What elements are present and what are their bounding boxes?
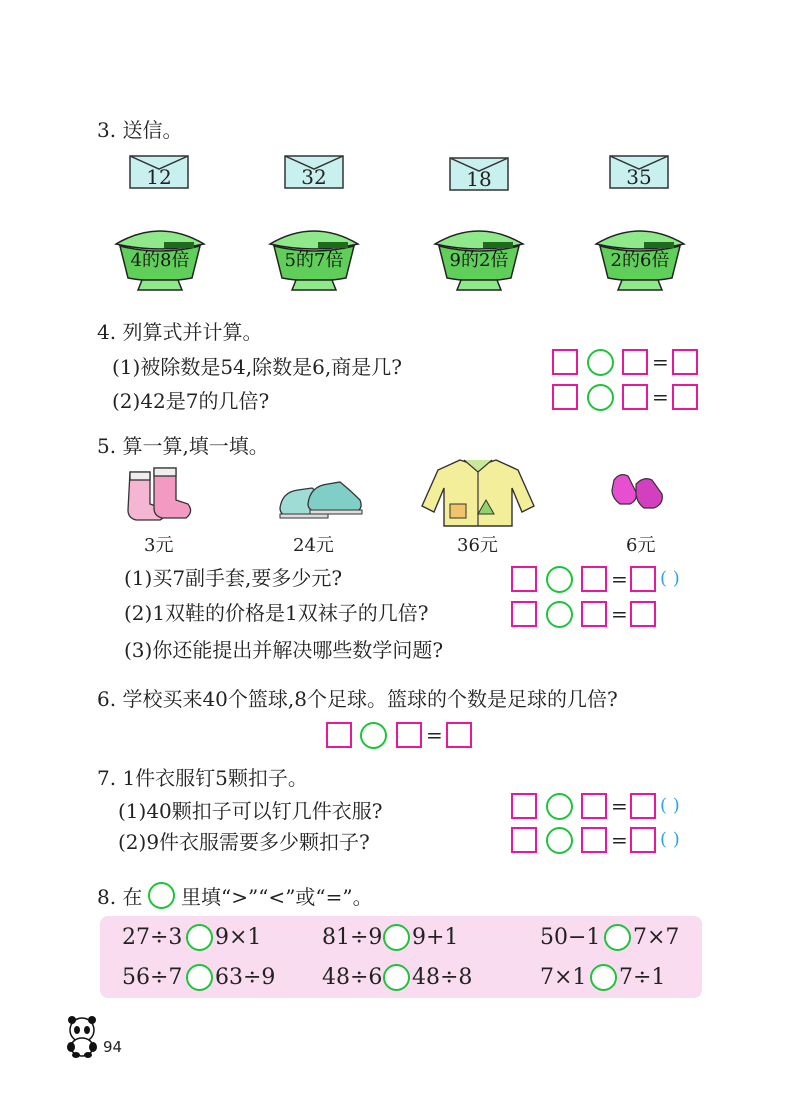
unit-parentheses[interactable]: ( ) bbox=[660, 568, 680, 589]
sample-circle bbox=[148, 882, 175, 909]
answer-box[interactable] bbox=[622, 349, 648, 375]
compare-circle[interactable] bbox=[186, 964, 213, 991]
mailbox-1 bbox=[112, 224, 208, 294]
q8-title-prefix: 8. 在 bbox=[97, 885, 143, 909]
answer-box[interactable] bbox=[552, 384, 578, 410]
operator-circle[interactable] bbox=[587, 384, 614, 411]
compare-circle[interactable] bbox=[590, 964, 617, 991]
jacket-icon bbox=[418, 456, 538, 528]
panda-icon bbox=[62, 1014, 102, 1058]
compare-circle[interactable] bbox=[186, 924, 213, 951]
answer-box[interactable] bbox=[511, 566, 537, 592]
operator-circle[interactable] bbox=[360, 722, 387, 749]
compare-left: 7×1 bbox=[540, 965, 587, 990]
compare-circle[interactable] bbox=[604, 924, 631, 951]
mailbox-label: 5的7倍 bbox=[284, 250, 344, 271]
envelope-number: 35 bbox=[626, 165, 652, 189]
compare-left: 56÷7 bbox=[122, 965, 183, 990]
answer-box[interactable] bbox=[511, 601, 537, 627]
answer-box[interactable] bbox=[630, 827, 656, 853]
envelope-number: 32 bbox=[301, 165, 327, 189]
answer-box[interactable] bbox=[511, 793, 537, 819]
q7-item2: (2)9件衣服需要多少颗扣子? bbox=[118, 830, 370, 854]
operator-circle[interactable] bbox=[587, 349, 614, 376]
answer-box[interactable] bbox=[630, 601, 656, 627]
equals-sign: = bbox=[611, 567, 628, 591]
answer-box[interactable] bbox=[622, 384, 648, 410]
q4-title: 4. 列算式并计算。 bbox=[97, 320, 263, 344]
compare-right: 63÷9 bbox=[215, 965, 276, 990]
answer-box[interactable] bbox=[630, 793, 656, 819]
socks-icon bbox=[122, 466, 194, 526]
operator-circle[interactable] bbox=[546, 793, 573, 820]
equals-sign: = bbox=[652, 385, 669, 409]
price-jacket: 36元 bbox=[457, 535, 498, 556]
q7-item1: (1)40颗扣子可以钉几件衣服? bbox=[118, 799, 383, 823]
mailbox-3 bbox=[431, 224, 527, 294]
compare-right: 7×7 bbox=[633, 925, 680, 950]
q5-item2: (2)1双鞋的价格是1双袜子的几倍? bbox=[124, 601, 429, 625]
q4-item1: (1)被除数是54,除数是6,商是几? bbox=[112, 355, 402, 379]
equals-sign: = bbox=[426, 723, 443, 747]
answer-box[interactable] bbox=[581, 793, 607, 819]
compare-right: 9+1 bbox=[412, 925, 459, 950]
q5-item3: (3)你还能提出并解决哪些数学问题? bbox=[124, 638, 444, 662]
answer-box[interactable] bbox=[552, 349, 578, 375]
compare-left: 48÷6 bbox=[322, 965, 383, 990]
compare-right: 7÷1 bbox=[619, 965, 666, 990]
mailbox-4 bbox=[592, 224, 688, 294]
mailbox-label: 2的6倍 bbox=[610, 250, 670, 271]
envelope-number: 18 bbox=[466, 167, 492, 191]
answer-box[interactable] bbox=[511, 827, 537, 853]
price-socks: 3元 bbox=[144, 535, 174, 556]
answer-box[interactable] bbox=[630, 566, 656, 592]
operator-circle[interactable] bbox=[546, 601, 573, 628]
unit-parentheses[interactable]: ( ) bbox=[660, 795, 680, 816]
gloves-icon bbox=[606, 470, 668, 512]
envelope-1 bbox=[129, 155, 189, 189]
q5-title: 5. 算一算,填一填。 bbox=[97, 434, 269, 458]
operator-circle[interactable] bbox=[546, 566, 573, 593]
q4-item2: (2)42是7的几倍? bbox=[112, 389, 270, 413]
answer-box[interactable] bbox=[581, 566, 607, 592]
page-number: 94 bbox=[103, 1038, 123, 1056]
equals-sign: = bbox=[652, 350, 669, 374]
q8-title-suffix: 里填“>”“<”或“=”。 bbox=[181, 885, 373, 909]
q6-title: 6. 学校买来40个篮球,8个足球。篮球的个数是足球的几倍? bbox=[97, 687, 618, 711]
compare-circle[interactable] bbox=[383, 924, 410, 951]
equals-sign: = bbox=[611, 828, 628, 852]
answer-box[interactable] bbox=[672, 349, 698, 375]
answer-box[interactable] bbox=[396, 722, 422, 748]
compare-circle[interactable] bbox=[383, 964, 410, 991]
unit-parentheses[interactable]: ( ) bbox=[660, 829, 680, 850]
compare-right: 48÷8 bbox=[412, 965, 473, 990]
answer-box[interactable] bbox=[581, 601, 607, 627]
envelope-4 bbox=[609, 155, 669, 189]
operator-circle[interactable] bbox=[546, 827, 573, 854]
mailbox-label: 4的8倍 bbox=[130, 250, 190, 271]
equals-sign: = bbox=[611, 602, 628, 626]
price-shoes: 24元 bbox=[293, 535, 334, 556]
envelope-number: 12 bbox=[146, 165, 172, 189]
shoes-icon bbox=[276, 474, 366, 522]
q3-title: 3. 送信。 bbox=[97, 118, 183, 142]
price-gloves: 6元 bbox=[626, 535, 656, 556]
equals-sign: = bbox=[611, 794, 628, 818]
envelope-2 bbox=[284, 155, 344, 189]
answer-box[interactable] bbox=[326, 722, 352, 748]
answer-box[interactable] bbox=[672, 384, 698, 410]
compare-left: 81÷9 bbox=[322, 925, 383, 950]
answer-box[interactable] bbox=[446, 722, 472, 748]
compare-right: 9×1 bbox=[215, 925, 262, 950]
mailbox-2 bbox=[266, 224, 362, 294]
compare-left: 27÷3 bbox=[122, 925, 183, 950]
mailbox-label: 9的2倍 bbox=[449, 250, 509, 271]
compare-left: 50−1 bbox=[540, 925, 601, 950]
q7-title: 7. 1件衣服钉5颗扣子。 bbox=[97, 766, 308, 790]
envelope-3 bbox=[449, 157, 509, 191]
answer-box[interactable] bbox=[581, 827, 607, 853]
q5-item1: (1)买7副手套,要多少元? bbox=[124, 566, 343, 590]
